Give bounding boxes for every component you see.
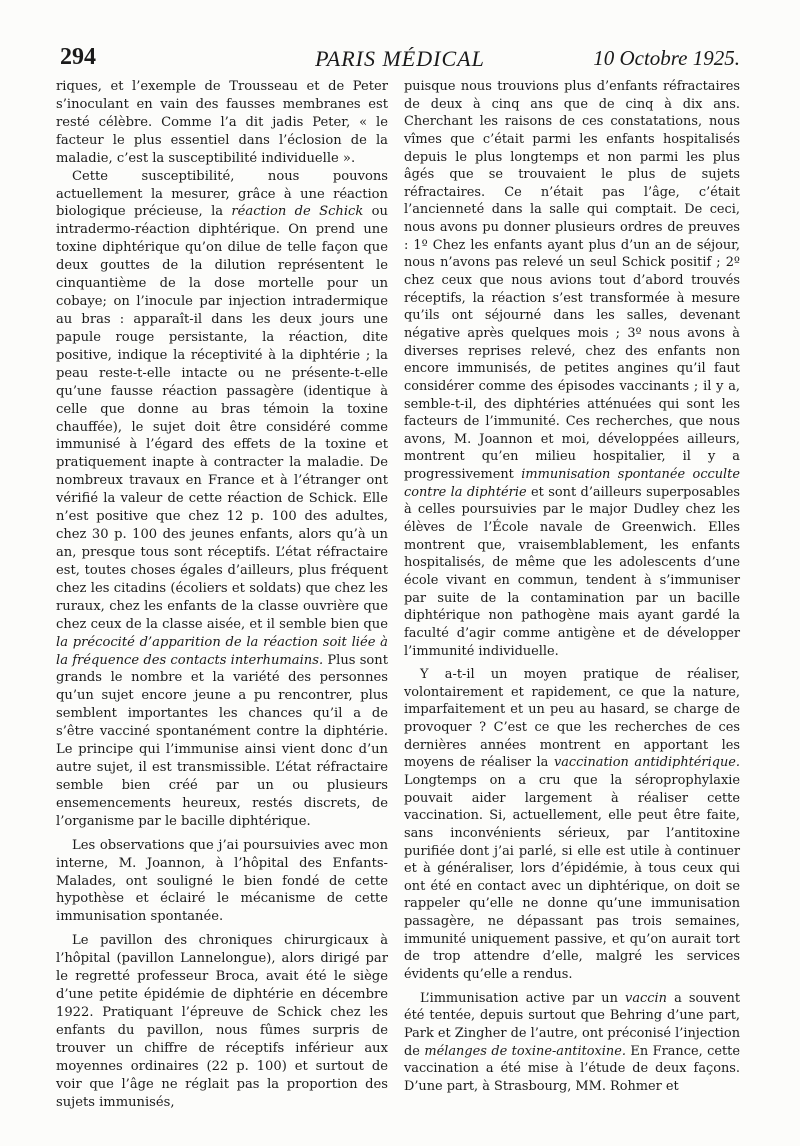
text-run: et sont d’ailleurs superposables à celles poursuivies par le major Dudley chez les élèves de l’École navale de Greenwich. Elles montrent que, vraisemblablement, les enfants hospitalisés, de même que les adolescents d’une école vivant en commun, tendent à s’immuniser par suite de la contamination par un bacille diphtérique non pathogène mais ayant gardé la faculté d’agir comme antigène et de développer l’immunité individuelle. (404, 484, 740, 659)
paragraph (56, 837, 388, 927)
page-number: 294 (60, 44, 96, 70)
text-run: a souvent été tentée, depuis surtout que Behring d’une part, Park et Zingher de l’autre, ont préconisé l’injection de (404, 990, 740, 1059)
right-column (404, 78, 740, 1096)
text-run: Les observations que j’ai poursuivies avec mon interne, M. Joannon, à l’hôpital des Enfants-Malades, ont souligné le bien fondé de cette hypothèse et éclairé le mécanisme de cette immunisation spontanée. (56, 837, 388, 925)
italic-term: vaccin (625, 990, 667, 1006)
text-run: Y a-t-il un moyen pratique de réaliser, volontairement et rapidement, ce que la nature, imparfaitement et un peu au hasard, se charge de provoquer ? C’est ce que les recherches de ces dernières années montrent en apportant les moyens de réaliser la (404, 667, 740, 771)
paragraph (404, 990, 740, 1096)
italic-phrase: immunisation spontanée occulte contre la diphtérie (404, 467, 740, 500)
paragraph (56, 78, 388, 168)
paragraph (56, 168, 388, 831)
text-run: Longtemps on a cru que la séroprophylaxie pouvait aider largement à réaliser cette vaccination. Si, actuellement, elle peut être faite, sans inconvénients sérieux, par l’antitoxine purifiée dont j’ai parlé, si elle est utile à continuer et à généraliser, lors d’épidémie, à tous ceux qui ont été en contact avec un diphtérique, on doit se rappeler qu’elle ne donne qu’une immunisation passagère, ne dépassant pas trois semaines, immunité uniquement passive, et qu’on aurait tort de trop attendre d’elle, malgré les services évidents qu’elle a rendus. (404, 772, 740, 983)
text-run: Le pavillon des chroniques chirurgicaux à l’hôpital (pavillon Lannelongue), alors dirigé par le regretté professeur Broca, avait été le siège d’une petite épidémie de diphtérie en décembre 1922. Pratiquant l’épreuve de Schick chez les enfants du pavillon, nous fûmes surpris de trouver un chiffre de réceptifs inférieur aux moyennes ordinaires (22 p. 100) et surtout de voir que l’âge ne réglait pas la proportion des sujets immunisés, (56, 933, 388, 1110)
text-run: riques, et l’exemple de Trousseau et de Peter s’inoculant en vain des fausses membranes est resté célèbre. Comme l’a dit jadis Peter, « le facteur le plus essentiel dans l’éclosion de la maladie, c’est la susceptibilité individuelle ». (56, 79, 388, 166)
italic-phrase: la précocité d’apparition de la réaction soit liée à la fréquence des contacts interhumains. (56, 634, 388, 668)
text-run: Plus sont grands le nombre et la variété des personnes qu’un sujet encore jeune a pu rencontrer, plus semblent importantes les chances qu’il a de s’être vacciné spontanément contre la diphtérie. Le principe qui l’immunise ainsi vient donc d’un autre sujet, il est transmissible. L’état réfractaire semble bien créé par un ou plusieurs ensemencements heureux, restés discrets, de l’organisme par le bacille diphtérique. (56, 652, 388, 829)
text-run: ou intradermo-réaction diphtérique. On prend une toxine diphtérique qu’on dilue de telle façon que deux gouttes de la dilution représentent le cinquantième de la dose mortelle pour un cobaye; on l’inocule par injection intradermique au bras : apparaît-il dans les deux jours une papule rouge persistante, la réaction, dite positive, indique la réceptivité à la diphtérie ; la peau reste-t-elle intacte ou ne présente-t-elle qu’une fausse réaction passagère (identique à celle que donne au bras témoin la toxine chauffée), le sujet doit être considéré comme immunisé à l’égard des effets de la toxine et pratiquement inapte à contracter la maladie. De nombreux travaux en France et à l’étranger ont vérifié la valeur de cette réaction de Schick. Elle n’est positive que chez 12 p. 100 des adultes, chez 30 p. 100 des jeunes enfants, alors qu’à un an, presque tous sont réceptifs. L’état réfractaire est, toutes choses égales d’ailleurs, plus fréquent chez les citadins (écoliers et soldats) que chez les ruraux, chez les enfants de la classe ouvrière que chez ceux de la classe aisée, et il semble bien que (56, 204, 388, 632)
italic-term: mélanges de toxine-antitoxine. (424, 1043, 626, 1059)
running-title: PARIS MÉDICAL (315, 46, 485, 71)
page-header (60, 44, 740, 76)
text-run: Cette susceptibilité, nous pouvons actuellement la mesurer, grâce à une réaction biologique précieuse, la (56, 168, 388, 220)
italic-term: vaccination antidiphtérique. (553, 755, 740, 771)
left-column (56, 78, 388, 1112)
paragraph (404, 666, 740, 984)
text-run: puisque nous trouvions plus d’enfants réfractaires de deux à cinq ans que de cinq à dix ans. Cherchant les raisons de ces constatations, nous vîmes que c’était parmi les enfants hospitalisés depuis le plus longtemps et non parmi les plus âgés que se trouvaient le plus de sujets réfractaires. Ce n’était pas l’âge, c’était l’ancienneté dans la salle qui comptait. De ceci, nous avons pu donner plusieurs ordres de preuves : 1º Chez les enfants ayant plus d’un an de séjour, nous n’avons pas relevé un seul Schick positif ; 2º chez ceux que nous avions tout d’abord trouvés réceptifs, la réaction s’est transformée à mesure qu’ils ont séjourné dans les salles, devenant négative après quelques mois ; 3º nous avons à diverses reprises relevé, chez des enfants non encore immunisés, de petites angines qu’il faut considérer comme des épisodes vaccinants ; il y a, semble-t-il, des diphtéries atténuées qui sont les facteurs de l’immunité. Ces recherches, que nous avons, M. Joannon et moi, développées ailleurs, montrent qu’en milieu hospitalier, il y a progressivement (404, 79, 740, 483)
issue-date: 10 Octobre 1925. (593, 46, 740, 70)
italic-term: réaction de Schick (231, 204, 364, 220)
paragraph (56, 932, 388, 1111)
paragraph (404, 78, 740, 660)
text-run: L’immunisation active par un (420, 990, 626, 1006)
text-run: En France, cette vaccination a été mise à l’étude de deux façons. D’une part, à Strasbourg, MM. Rohmer et (404, 1043, 740, 1094)
